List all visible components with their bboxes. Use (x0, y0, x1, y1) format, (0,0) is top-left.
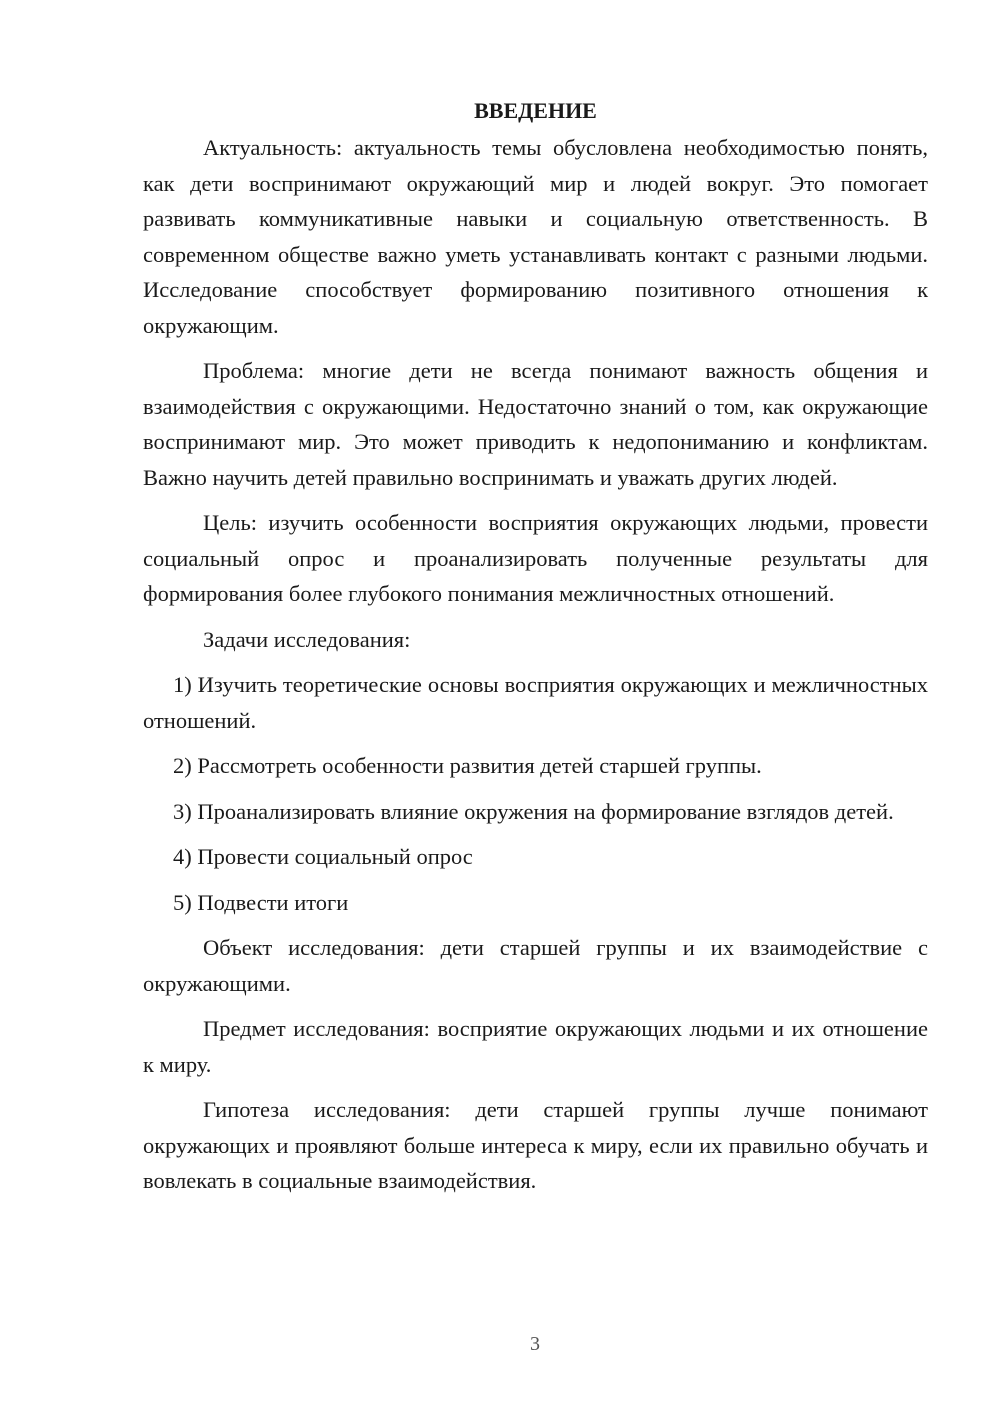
relevance-paragraph: Актуальность: актуальность темы обусловлена необходимостью понять, как дети воспринимают окружающий мир и людей вокруг. Это помогает развивать коммуникативные навыки и социальную ответственность. В современном обществе важно уметь устанавливать контакт с разными людьми. Исследование способствует формированию позитивного отношения к окружающим. (143, 135, 928, 338)
task-item-1: 1) Изучить теоретические основы восприятия окружающих и межличностных отношений. (143, 672, 928, 733)
goal-paragraph: Цель: изучить особенности восприятия окружающих людьми, провести социальный опрос и проанализировать полученные результаты для формирования более глубокого понимания межличностных отношений. (143, 510, 928, 606)
task-item-4: 4) Провести социальный опрос (173, 844, 473, 869)
hypothesis-paragraph: Гипотеза исследования: дети старшей группы лучше понимают окружающих и проявляют больше интереса к миру, если их правильно обучать и вовлекать в социальные взаимодействия. (143, 1097, 928, 1193)
object-paragraph: Объект исследования: дети старшей группы и их взаимодействие с окружающими. (143, 935, 928, 996)
page-title: ВВЕДЕНИЕ (474, 98, 597, 123)
problem-paragraph: Проблема: многие дети не всегда понимают важность общения и взаимодействия с окружающими. Недостаточно знаний о том, как окружающие воспринимают мир. Это может приводить к недопониманию и конфликтам. Важно научить детей правильно воспринимать и уважать других людей. (143, 358, 928, 490)
task-item-3: 3) Проанализировать влияние окружения на формирование взглядов детей. (173, 798, 894, 824)
tasks-heading: Задачи исследования: (203, 626, 411, 652)
subject-paragraph: Предмет исследования: восприятие окружающих людьми и их отношение к миру. (143, 1016, 928, 1077)
task-item-5: 5) Подвести итоги (173, 889, 349, 915)
page-number: 3 (530, 1333, 540, 1355)
task-item-2: 2) Рассмотреть особенности развития детей старшей группы. (173, 753, 762, 778)
document-page (143, 96, 928, 1209)
